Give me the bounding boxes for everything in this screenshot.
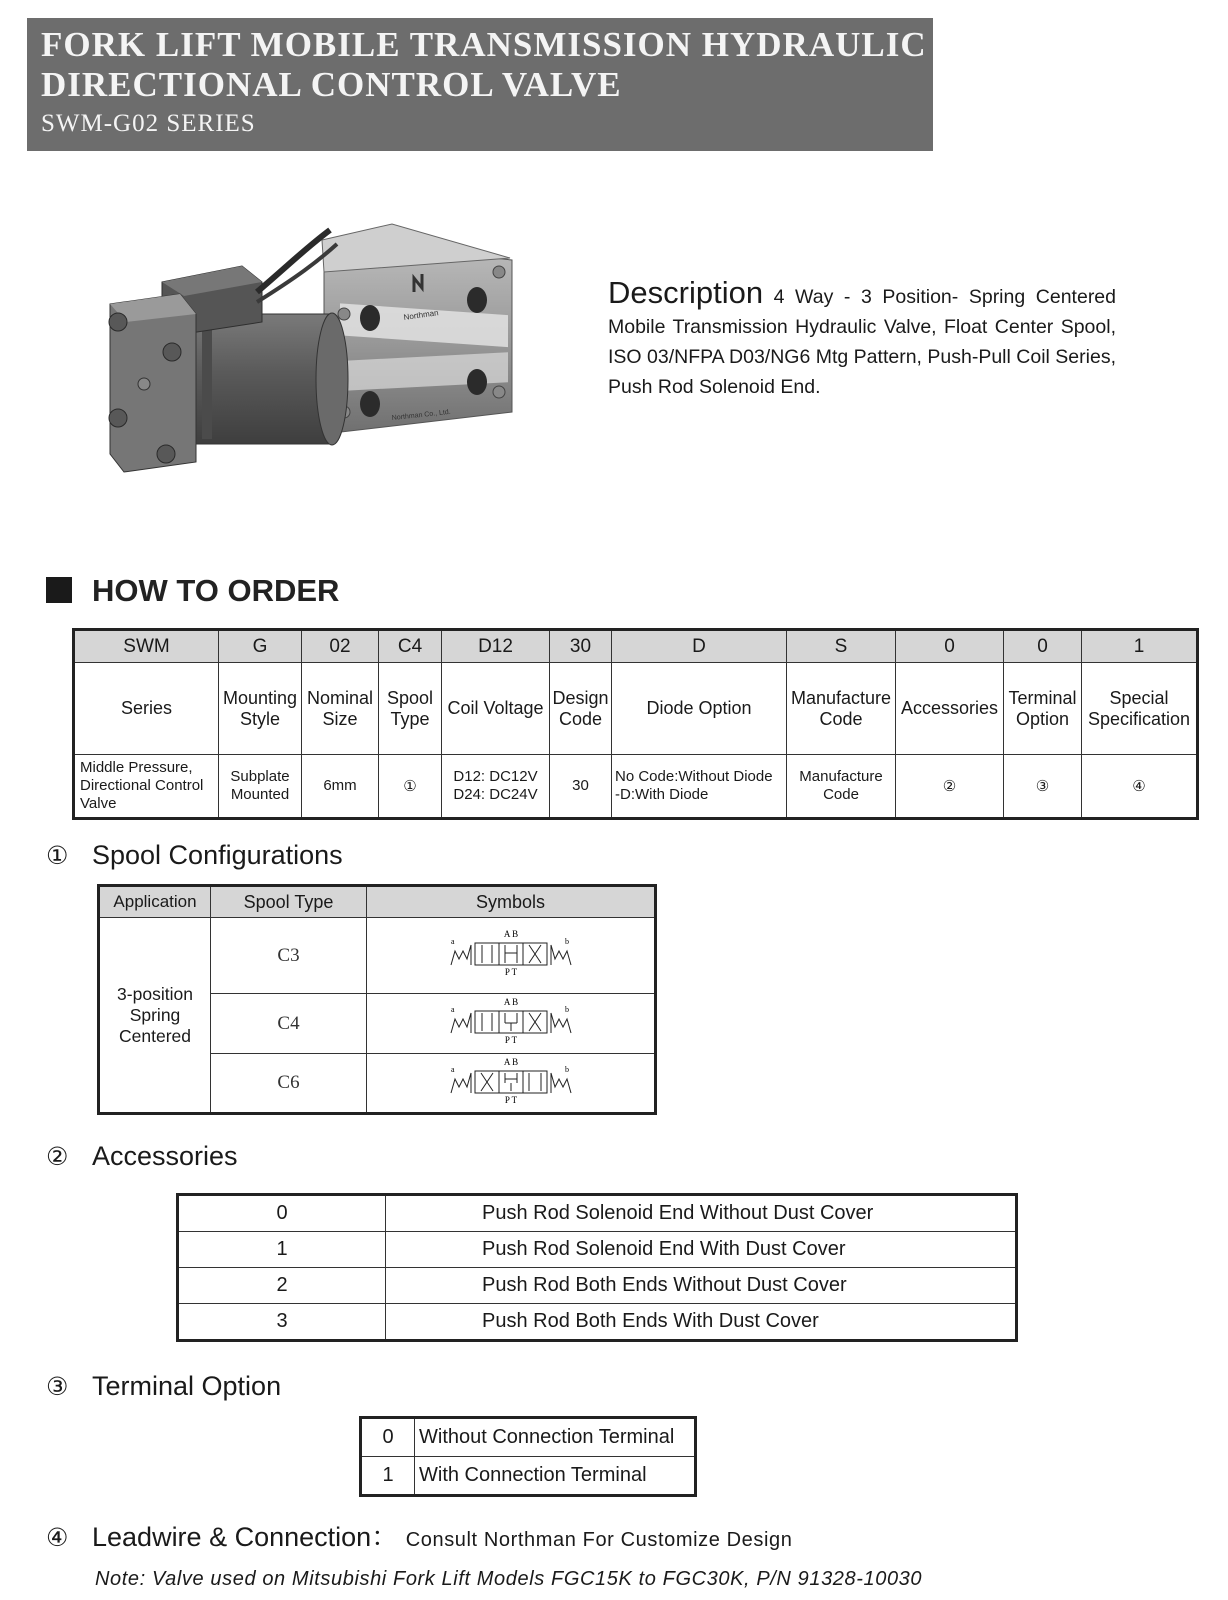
name-cell: Manufacture Code xyxy=(787,663,896,755)
code-cell: 0 xyxy=(896,630,1004,663)
name-cell: Series xyxy=(74,663,219,755)
name-cell: Terminal Option xyxy=(1004,663,1082,755)
description-block xyxy=(608,275,1116,402)
value-cell: No Code:Without Diode -D:With Diode xyxy=(612,755,787,819)
spool-type-cell: C4 xyxy=(211,994,367,1054)
name-cell: Diode Option xyxy=(612,663,787,755)
svg-text:A B: A B xyxy=(503,1056,518,1067)
title-line-1: FORK LIFT MOBILE TRANSMISSION HYDRAULIC xyxy=(41,25,927,64)
value-cell: ① xyxy=(379,755,442,819)
code-cell: 02 xyxy=(302,630,379,663)
spool-type-cell: C3 xyxy=(211,918,367,994)
table-row: 3 Push Rod Both Ends With Dust Cover xyxy=(178,1304,1017,1341)
name-cell: Spool Type xyxy=(379,663,442,755)
value-cell: ④ xyxy=(1082,755,1198,819)
svg-text:P T: P T xyxy=(504,1035,517,1045)
accessories-table xyxy=(176,1193,1018,1342)
svg-text:b: b xyxy=(564,1005,569,1014)
code-cell: 30 xyxy=(550,630,612,663)
spool-header-row xyxy=(99,886,656,918)
valve-product-photo xyxy=(92,222,532,492)
order-code-table xyxy=(72,628,1199,820)
terminal-option-heading: ③ Terminal Option xyxy=(46,1371,282,1401)
name-cell: Coil Voltage xyxy=(442,663,550,755)
symbol-cell xyxy=(367,1054,656,1114)
c6-spool-symbol-icon xyxy=(449,1057,573,1105)
name-cell: Special Specification xyxy=(1082,663,1198,755)
spool-type-cell: C6 xyxy=(211,1054,367,1114)
value-cell: 30 xyxy=(550,755,612,819)
order-values-row xyxy=(74,755,1198,819)
table-row: 2 Push Rod Both Ends Without Dust Cover xyxy=(178,1268,1017,1304)
code-cell: S xyxy=(787,630,896,663)
footnote: Note: Valve used on Mitsubishi Fork Lift Models FGC15K to FGC30K, P/N 91328-10030 xyxy=(95,1568,923,1590)
col-spool-type: Spool Type xyxy=(211,886,367,918)
series-subtitle: SWM-G02 SERIES xyxy=(41,110,256,137)
svg-text:a: a xyxy=(450,937,455,946)
name-cell: Accessories xyxy=(896,663,1004,755)
table-row: 1 Push Rod Solenoid End With Dust Cover xyxy=(178,1232,1017,1268)
svg-text:a: a xyxy=(450,1064,455,1074)
header-banner xyxy=(27,18,933,151)
table-row: 0 Push Rod Solenoid End Without Dust Cover xyxy=(178,1195,1017,1232)
code-cell: G xyxy=(219,630,302,663)
symbol-cell xyxy=(367,918,656,994)
photo-body-text: Northman Co., Ltd. xyxy=(391,408,452,422)
svg-text:A B: A B xyxy=(503,929,518,939)
name-cell: Nominal Size xyxy=(302,663,379,755)
value-cell: ③ xyxy=(1004,755,1082,819)
code-cell: D12 xyxy=(442,630,550,663)
spool-row xyxy=(99,918,656,994)
code-cell: C4 xyxy=(379,630,442,663)
name-cell: Mounting Style xyxy=(219,663,302,755)
value-cell: D12: DC12V D24: DC24V xyxy=(442,755,550,819)
square-bullet-icon xyxy=(46,577,72,603)
col-symbols: Symbols xyxy=(367,886,656,918)
order-codes-row xyxy=(74,630,1198,663)
symbol-cell xyxy=(367,994,656,1054)
name-cell: Design Code xyxy=(550,663,612,755)
leadwire-text: Consult Northman For Customize Design xyxy=(405,1529,793,1551)
svg-text:P T: P T xyxy=(504,967,517,977)
leadwire-connection: ④ Leadwire & Connection： Consult Northman For Customize Design xyxy=(46,1522,793,1552)
title-line-2: DIRECTIONAL CONTROL VALVE xyxy=(41,65,622,104)
svg-text:a: a xyxy=(450,1005,455,1014)
spool-config-table xyxy=(97,884,657,1115)
value-cell: 6mm xyxy=(302,755,379,819)
code-cell: 0 xyxy=(1004,630,1082,663)
svg-text:A B: A B xyxy=(503,997,518,1007)
value-cell: Middle Pressure, Directional Control Valve xyxy=(74,755,219,819)
c3-spool-symbol-icon xyxy=(449,929,573,977)
value-cell: Subplate Mounted xyxy=(219,755,302,819)
col-application: Application xyxy=(99,886,211,918)
leadwire-heading: Leadwire & Connection： xyxy=(92,1522,399,1552)
spool-config-heading: ① Spool Configurations xyxy=(46,840,343,870)
table-row: 1 With Connection Terminal xyxy=(361,1457,696,1496)
terminal-option-table xyxy=(359,1416,697,1497)
code-cell: 1 xyxy=(1082,630,1198,663)
value-cell: Manufacture Code xyxy=(787,755,896,819)
svg-text:b: b xyxy=(564,1064,569,1074)
how-to-order-heading: HOW TO ORDER xyxy=(46,573,339,609)
code-cell: D xyxy=(612,630,787,663)
svg-text:b: b xyxy=(564,937,569,946)
table-row: 0 Without Connection Terminal xyxy=(361,1418,696,1457)
description-heading: Description xyxy=(608,275,764,310)
photo-logo-text: Northman xyxy=(403,308,440,322)
code-cell: SWM xyxy=(74,630,219,663)
order-names-row xyxy=(74,663,1198,755)
c4-spool-symbol-icon xyxy=(449,997,573,1045)
application-cell: 3-position Spring Centered xyxy=(99,918,211,1114)
svg-text:P T: P T xyxy=(504,1094,517,1105)
value-cell: ② xyxy=(896,755,1004,819)
description-text: 4 Way - 3 Position- Spring Centered Mobile Transmission Hydraulic Valve, Float Center Spool, ISO 03/NFPA D03/NG6 Mtg Pattern, Push-Pull Coil Series, Push Rod Solenoid End. xyxy=(608,286,1116,398)
accessories-heading: ② Accessories xyxy=(46,1141,238,1171)
